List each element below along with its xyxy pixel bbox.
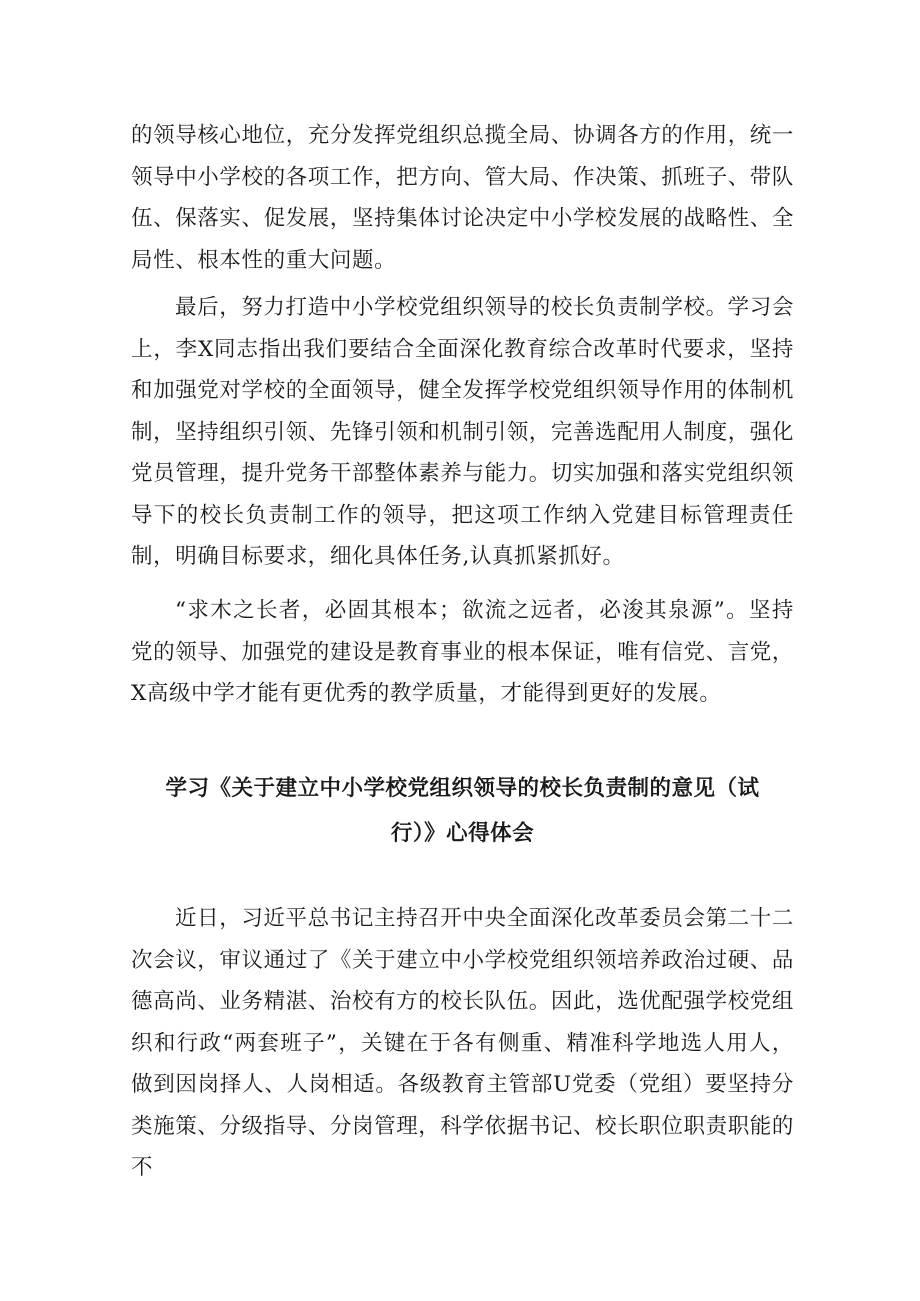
paragraph-finally: 最后，努力打造中小学校党组织领导的校长负责制学校。学习会上，李X同志指出我们要结合全面深化教育综合改革时代要求，坚持和加强党对学校的全面领导，健全发挥学校党组织领导作用的体制机制，坚持组织引领、先锋引领和机制引领，完善选配用人制度，强化党员管理，提升党务干部整体素养与能力。切实加强和落实党组织领导下的校长负责制工作的领导，把这项工作纳入党建目标管理责任制，明确目标要求，细化具体任务,认真抓紧抓好。	[131, 295, 795, 569]
paragraph-quote: “求木之长者，必固其根本；欲流之远者，必浚其泉源”。坚持党的领导、加强党的建设是教育事业的根本保证，唯有信党、言党，X高级中学才能有更优秀的教学质量，才能得到更好的发展。	[131, 598, 795, 706]
paragraph-intro: 近日，习近平总书记主持召开中央全面深化改革委员会第二十二次会议，审议通过了《关于建立中小学校党组织领培养政治过硬、品德高尚、业务精湛、治校有方的校长队伍。因此，选优配强学校党组织和行政“两套班子”，关键在于各有侧重、精准科学地选人用人，做到因岗择人、人岗相适。各级教育主管部U党委（党组）要坚持分类施策、分级指导、分岗管理，科学依据书记、校长职位职责职能的不	[131, 906, 795, 1180]
section-title	[131, 766, 794, 856]
paragraph-continued: 的领导核心地位，充分发挥党组织总揽全局、协调各方的作用，统一领导中小学校的各项工作，把方向、管大局、作决策、抓班子、带队伍、保落实、促发展，坚持集体讨论决定中小学校发展的战略性、全局性、根本性的重大问题。	[131, 123, 795, 273]
section-title-line-1: 学习《关于建立中小学校党组织领导的校长负责制的意见（试	[165, 776, 760, 801]
section-title-line-2: 行）》心得体会	[390, 821, 535, 846]
